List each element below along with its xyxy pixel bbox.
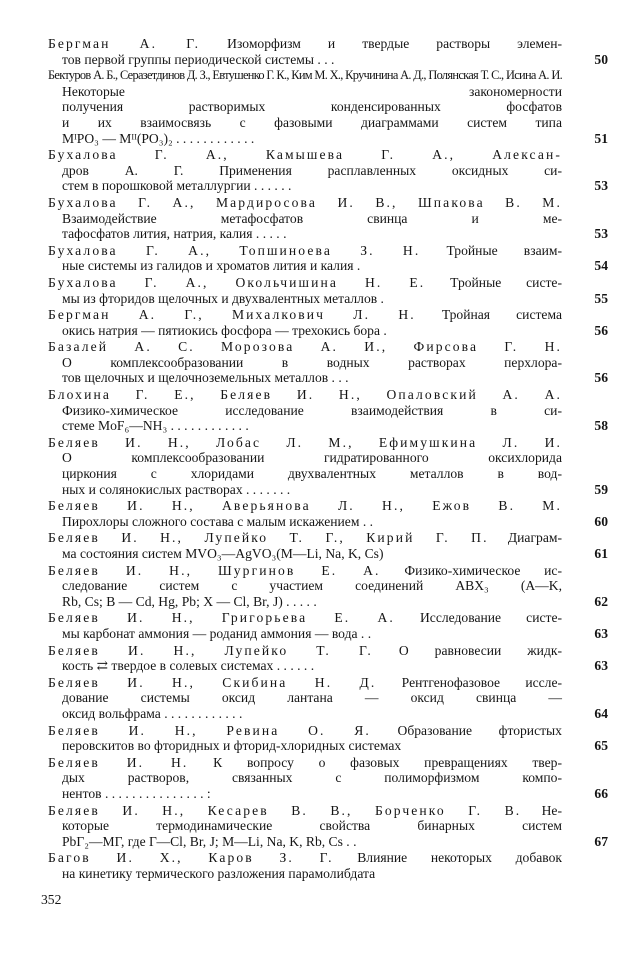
entry-first-line: [48, 850, 562, 866]
entry-text: Rb, Cs; B — Cd, Hg, Pb; X — Cl, Br, J) . . . . .: [62, 593, 317, 609]
entry-line: [48, 52, 562, 68]
entry-line: [48, 818, 562, 834]
toc-entry: [48, 755, 608, 802]
entry-first-line: [48, 275, 562, 291]
page-number: 54: [594, 258, 608, 274]
entry-authors: Бергман А. Г., Михалкович Л. Н.: [48, 307, 416, 323]
toc-entry: [48, 147, 608, 194]
toc-entry: [48, 610, 608, 641]
entry-line: [48, 658, 562, 674]
page-number: 51: [594, 130, 608, 146]
entry-line: [48, 866, 562, 882]
entry-first-line: [48, 755, 562, 771]
toc-entry: [48, 339, 608, 386]
entry-first-line: [48, 243, 562, 259]
entry-title: К вопросу о фазовых превращениях твер-: [188, 754, 562, 770]
entry-text: на кинетику термического разложения парамолибдата: [62, 865, 376, 881]
entry-text: и их взаимосвязь с фазовыми диаграммами систем типа: [62, 114, 562, 130]
entry-text: нентов . . . . . . . . . . . . . . . :: [62, 785, 211, 801]
page-number: 61: [594, 546, 608, 561]
toc-entry: [48, 850, 608, 881]
toc-entry: [48, 530, 608, 561]
page-number: 66: [594, 785, 608, 801]
entry-authors: Беляев И. Н., Кесарев В. В., Борченко Г. В.: [48, 802, 522, 818]
entry-title: Рентгенофазовое иссле-: [376, 674, 562, 690]
page-number: 55: [594, 290, 608, 306]
entry-title: Взаимодействие метафосфатов свинца и ме-: [62, 210, 562, 226]
entry-first-line: [48, 68, 562, 84]
page-number: 67: [594, 833, 608, 849]
entry-first-line: [48, 36, 562, 52]
entry-line: [48, 770, 562, 786]
page-number: 59: [594, 481, 608, 497]
entry-line: [48, 163, 562, 179]
entry-text: ма состояния систем MVO₃—AgVO₃(M—Li, Na, K, Cs): [62, 546, 384, 561]
entry-line: [48, 323, 562, 339]
entry-first-line: [48, 803, 562, 819]
entry-first-line: [48, 530, 562, 546]
entry-text: стем в порошковой металлургии . . . . . .: [62, 178, 292, 194]
entry-title: Применения расплавленных оксидных си-: [183, 162, 562, 178]
entry-text: следование систем с участием соединений ABX₃ (A—K,: [62, 578, 562, 594]
entry-authors: Беляев И. Н.: [48, 754, 189, 770]
page-number: 53: [594, 178, 608, 194]
page-number: 56: [594, 322, 608, 338]
entry-text: стеме MoF₆—NH₃ . . . . . . . . . . . .: [62, 418, 249, 434]
entry-line: [48, 131, 562, 147]
entry-text: MᴵPO₃ — Mᴵᴵ(PO₃)₂ . . . . . . . . . . . .: [62, 130, 255, 146]
entry-text: тов первой группы периодической системы . . .: [62, 51, 335, 67]
entry-authors: Бухалова Г. А., Топшиноева З. Н.: [48, 242, 421, 258]
toc-entry: [48, 36, 608, 67]
toc-entry: [48, 803, 608, 850]
entry-line: [48, 466, 562, 482]
entry-first-line: [48, 387, 562, 403]
entry-authors: Бергман А. Г.: [48, 36, 201, 51]
entry-title: О равновесии жидк-: [372, 642, 563, 658]
page-number: 60: [594, 513, 608, 529]
entry-text: циркония с хлоридами двухвалентных металлов в вод-: [62, 466, 562, 482]
entry-line: [48, 626, 562, 642]
entry-line: [48, 211, 562, 227]
entry-text: мы карбонат аммония — роданид аммония — вода . .: [62, 625, 372, 641]
entry-first-line: [48, 147, 562, 163]
toc-entry: [48, 723, 608, 754]
entry-line: [48, 594, 562, 610]
entry-line: [48, 84, 562, 100]
entry-text: перовскитов во фторидных и фторид-хлоридных системах: [62, 738, 402, 754]
entry-text: О комплексообразовании в водных растворах перхлора-: [62, 354, 562, 370]
entry-title: Некоторые закономерности: [62, 83, 562, 99]
toc-entry: [48, 243, 608, 274]
entry-authors: Блохина Г. Е., Беляев И. Н., Опаловский А. А.: [48, 387, 562, 403]
entry-line: [48, 418, 562, 434]
page-number: 63: [594, 625, 608, 641]
entry-first-line: [48, 643, 562, 659]
table-of-contents: [48, 36, 608, 882]
toc-entry: [48, 675, 608, 722]
entry-line: [48, 370, 562, 386]
entry-text: тафосфатов лития, натрия, калия . . . . .: [62, 226, 287, 242]
entry-text: ных и солянокислых растворах . . . . . . .: [62, 481, 291, 497]
entry-first-line: [48, 563, 562, 579]
entry-line: [48, 786, 562, 802]
entry-line: [48, 291, 562, 307]
entry-title: Влияние некоторых добавок: [333, 850, 562, 866]
entry-text: кость ⇄ твердое в солевых системах . . . . . .: [62, 658, 315, 674]
entry-text: PbГ₂—MГ, где Г—Cl, Br, J; M—Li, Na, K, Rb, Cs . .: [62, 833, 357, 849]
entry-text: О комплексообразовании гидратированного оксихлорида: [62, 450, 562, 466]
entry-text: ные системы из галидов и хроматов лития и калия .: [62, 258, 361, 274]
entry-line: [48, 834, 562, 850]
entry-line: [48, 99, 562, 115]
entry-authors: Бухалова Г. А., Камышева Г. А., Алексан-: [48, 147, 562, 163]
entry-first-line: [48, 307, 562, 323]
page-number: 63: [594, 658, 608, 674]
entry-title: Не-: [521, 802, 562, 818]
entry-authors: Базалей А. С. Морозова А. И., Фирсова Г. Н.: [48, 339, 562, 355]
entry-title: Исследование систе-: [394, 610, 563, 626]
entry-first-line: [48, 610, 562, 626]
entry-authors: Бектуров А. Б., Серазетдинов Д. З., Евтушенко Г. К., Ким М. Х., Кручинина А. Д., Полянская Т. С., Исина А. И.: [48, 68, 562, 83]
entry-text: мы из фторидов щелочных и двухвалентных металлов .: [62, 290, 384, 306]
entry-line: [48, 546, 562, 562]
entry-authors: Беляев И. Н., Шургинов Е. А.: [48, 562, 381, 578]
entry-line: [48, 226, 562, 242]
entry-text: дых растворов, связанных с полиморфизмом компо-: [62, 770, 562, 786]
entry-title: Диаграм-: [488, 530, 563, 546]
entry-authors: Беляев И. Н., Григорьева Е. А.: [48, 610, 395, 626]
toc-entry: [48, 195, 608, 242]
page-folio: 352: [41, 892, 62, 907]
entry-line: [48, 450, 562, 466]
entry-first-line: [48, 195, 562, 211]
page-number: 64: [594, 705, 608, 721]
page-number: 62: [594, 593, 608, 609]
page-number: 53: [594, 226, 608, 242]
entry-line: [48, 482, 562, 498]
entry-first-line: [48, 723, 562, 739]
entry-authors: Беляев И. Н., Аверьянова Л. Н., Ежов В. М.: [48, 498, 562, 514]
entry-line: [48, 403, 562, 419]
toc-entry: [48, 307, 608, 338]
entry-line: [48, 178, 562, 194]
toc-entry: [48, 387, 608, 434]
entry-authors: Багов И. Х., Каров З. Г.: [48, 850, 334, 866]
entry-authors: Беляев И. Н., Лобас Л. М., Ефимушкина Л. И.: [48, 434, 562, 450]
toc-entry: [48, 275, 608, 306]
entry-text: Пирохлоры сложного состава с малым искажением . .: [62, 513, 374, 529]
entry-title: Изоморфизм и твердые растворы элемен-: [200, 36, 562, 51]
entry-line: [48, 115, 562, 131]
entry-text: дование системы оксид лантана — оксид свинца —: [62, 690, 562, 706]
entry-line: [48, 514, 562, 530]
entry-line: [48, 578, 562, 594]
entry-line: [48, 690, 562, 706]
entry-first-line: [48, 498, 562, 514]
entry-title: Физико-химическое ис-: [380, 562, 562, 578]
entry-text: получения растворимых конденсированных фосфатов: [62, 99, 562, 115]
entry-authors: Беляев И. Н., Ревина О. Я.: [48, 722, 371, 738]
entry-text: Физико-химическое исследование взаимодействия в си-: [62, 402, 562, 418]
entry-text: окись натрия — пятиокись фосфора — трехокись бора .: [62, 322, 387, 338]
entry-first-line: [48, 675, 562, 691]
page-number: 56: [594, 370, 608, 386]
entry-line: [48, 706, 562, 722]
toc-entry: [48, 498, 608, 529]
entry-title: Образование фтористых: [370, 722, 562, 738]
toc-entry: [48, 563, 608, 610]
toc-entry: [48, 643, 608, 674]
entry-authors: Беляев И. Н., Скибина Н. Д.: [48, 674, 377, 690]
entry-title: Тройные систе-: [425, 274, 562, 290]
entry-first-line: [48, 339, 562, 355]
entry-authors: Бухалова Г. А., Окольчишина Н. Е.: [48, 274, 426, 290]
toc-entry: [48, 68, 608, 146]
entry-line: [48, 355, 562, 371]
entry-title: Тройные взаим-: [420, 242, 563, 258]
entry-text: оксид вольфрама . . . . . . . . . . . .: [62, 705, 243, 721]
page-number: 65: [594, 738, 608, 754]
entry-text: тов щелочных и щелочноземельных металлов . . .: [62, 370, 349, 386]
toc-entry: [48, 435, 608, 497]
entry-first-line: [48, 435, 562, 451]
entry-authors: Беляев И. Н., Лупейко Т. Г.: [48, 642, 373, 658]
entry-authors: Беляев И. Н., Лупейко Т. Г., Кирий Г. П.: [48, 530, 489, 546]
entry-title: Тройная система: [415, 307, 562, 323]
entry-text: дров А. Г.: [62, 162, 184, 178]
entry-line: [48, 258, 562, 274]
entry-text: которые термодинамические свойства бинарных систем: [62, 818, 562, 834]
entry-authors: Бухалова Г. А., Мардиросова И. В., Шпакова В. М.: [48, 194, 562, 210]
entry-line: [48, 738, 562, 754]
page-number: 50: [594, 51, 608, 67]
page-number: 58: [594, 418, 608, 434]
